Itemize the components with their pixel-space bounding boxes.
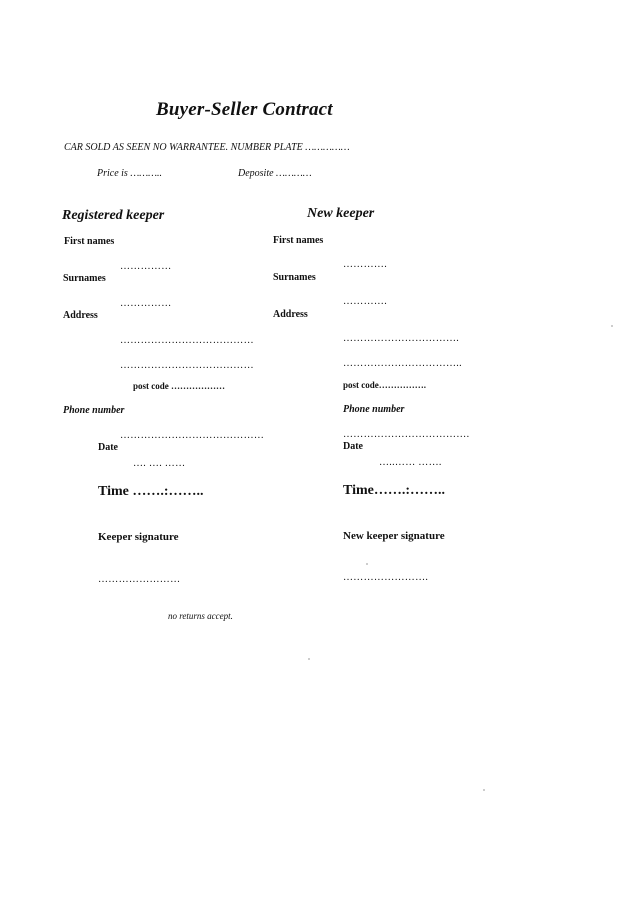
new-keeper-heading: New keeper	[307, 206, 375, 221]
rk-post-code: post code ………………	[133, 381, 225, 391]
registered-keeper-heading: Registered keeper	[62, 208, 165, 223]
sale-notice: CAR SOLD AS SEEN NO WARRANTEE. NUMBER PLATE ……………	[64, 142, 350, 153]
nk-signature-field: …………………….	[343, 572, 429, 583]
rk-surnames-label: Surnames	[63, 273, 106, 284]
rk-address-line-2: …………………………………	[120, 360, 254, 371]
scan-speck	[483, 789, 485, 791]
nk-first-names-field: ………….	[343, 259, 387, 270]
rk-address-line-1: …………………………………	[120, 335, 254, 346]
nk-signature-label: New keeper signature	[343, 530, 445, 542]
rk-signature-label: Keeper signature	[98, 531, 179, 543]
nk-address-label: Address	[273, 309, 308, 320]
scan-speck	[611, 325, 613, 327]
rk-surnames-field: ……………	[120, 298, 172, 309]
rk-date-label: Date	[98, 442, 118, 453]
scan-speck	[308, 658, 310, 660]
rk-first-names-label: First names	[64, 236, 115, 247]
rk-first-names-field: ……………	[120, 261, 172, 272]
rk-signature-field: ……………………	[98, 574, 181, 585]
nk-address-line-1: …………………………….	[343, 333, 460, 344]
nk-post-code: post code…………….	[343, 380, 426, 390]
rk-time-field: Time …….:……..	[98, 484, 204, 499]
footer-note: no returns accept.	[168, 611, 233, 621]
nk-first-names-label: First names	[273, 235, 324, 246]
nk-date-label: Date	[343, 441, 363, 452]
page-title: Buyer-Seller Contract	[156, 99, 333, 120]
rk-phone-label: Phone number	[63, 405, 125, 416]
nk-time-field: Time…….:……..	[343, 483, 446, 498]
nk-date-field: …..…… …….	[379, 457, 442, 468]
rk-address-label: Address	[63, 310, 98, 321]
nk-surnames-label: Surnames	[273, 272, 316, 283]
nk-surnames-field: ………….	[343, 296, 387, 307]
nk-phone-label: Phone number	[343, 404, 405, 415]
scan-speck	[366, 563, 368, 565]
nk-phone-field: ……………………………….	[343, 429, 470, 440]
price-field: Price is ………..	[97, 168, 162, 179]
rk-phone-field: ……………………………………	[120, 430, 265, 441]
rk-date-field: …. …. ……	[133, 458, 186, 469]
deposit-field: Deposite …………	[238, 168, 312, 179]
nk-address-line-2: ……………………………..	[343, 358, 462, 369]
